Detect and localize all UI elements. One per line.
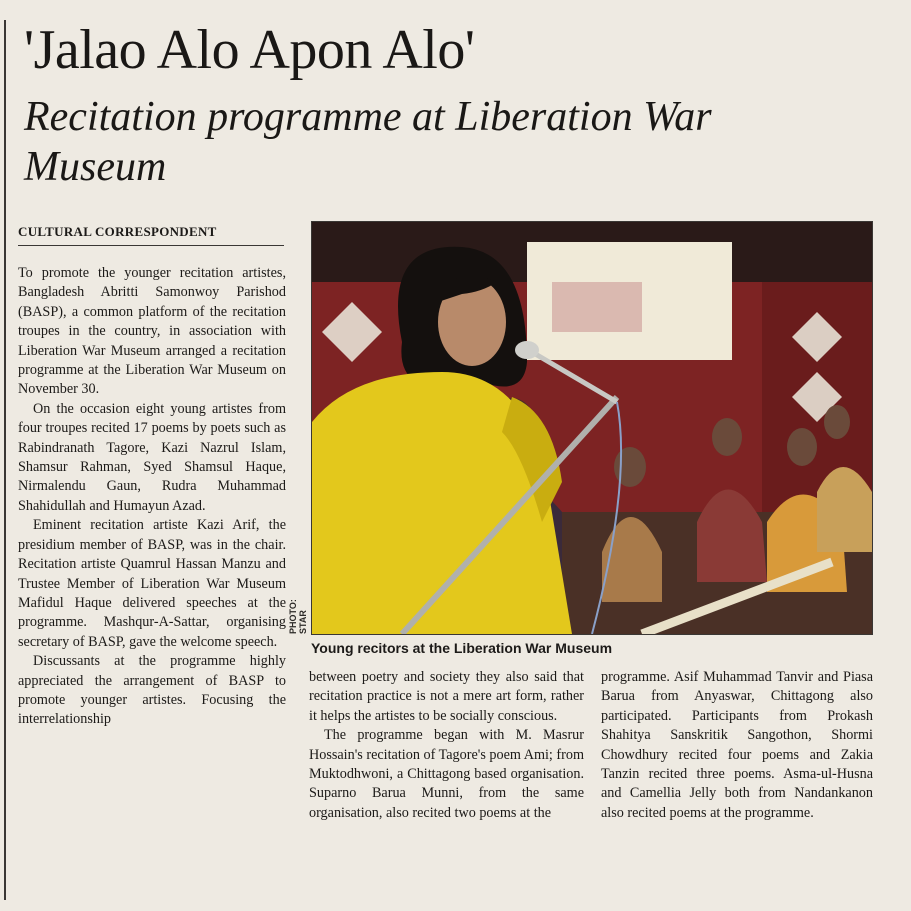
article-photo xyxy=(311,221,873,635)
headline: 'Jalao Alo Apon Alo' xyxy=(24,19,475,81)
paragraph: Eminent recitation artiste Kazi Arif, the presidium member of BASP, was in the chair. Recitation artiste Quamrul Hassan Manzu and Trustee Member of Liberation War Museum Mafidul Haque delivered speeches at the programme. Mashqur-A-Sattar, organising secretary of BASP, gave the welcome speech. xyxy=(18,517,286,650)
photo-caption: Young recitors at the Liberation War Museum xyxy=(311,640,613,656)
column-rule xyxy=(4,20,6,900)
article-column-3 xyxy=(601,668,873,823)
paragraph: programme. Asif Muhammad Tanvir and Piasa Barua from Anyaswar, Chittagong also participated. Participants from Prokash Shahitya Sanskritik Sangothon, Shormi Chowdhury recited four poems and Zakia Tanzin recited three poems. Asma-ul-Husna and Camellia Jelly both from Nandankanon also recited poems at the programme. xyxy=(601,669,873,821)
subheadline: Recitation programme at Liberation War Museum xyxy=(24,94,712,190)
byline: CULTURAL CORRESPONDENT xyxy=(18,224,284,246)
photo-credit: PHOTO: STAR xyxy=(288,599,308,634)
paragraph: The programme began with M. Masrur Hossain's recitation of Tagore's poem Ami; from Muktodhwoni, a Chittagong based organisation. Suparno Barua Munni, from the same organisation, also recited two poems at the xyxy=(309,727,584,821)
paragraph: Discussants at the programme highly appreciated the arrangement of BASP to promote younger artistes. Focusing the interrelationship xyxy=(18,653,286,728)
article-column-2 xyxy=(309,668,584,823)
article-column-1 xyxy=(18,264,286,730)
paragraph: between poetry and society they also said that recitation practice is not a mere art form, rather it helps the artistes to be socially conscious. xyxy=(309,669,584,724)
paragraph: On the occasion eight young artistes from four troupes recited 17 poems by poets such as Rabindranath Tagore, Kazi Nazrul Islam, Shamsur Rahman, Syed Shamsul Haque, Nirmalendu Gaun, Rudra Muhammad Shahidullah and Humayun Azad. xyxy=(18,400,286,514)
paragraph: To promote the younger recitation artistes, Bangladesh Abritti Samonwoy Parishod (BASP), a common platform of the recitation troupes in the country, in association with Liberation War Museum arranged a recitation programme at the Liberation War Museum on November 30. xyxy=(18,265,286,398)
recitation-photo-illustration xyxy=(312,222,872,634)
